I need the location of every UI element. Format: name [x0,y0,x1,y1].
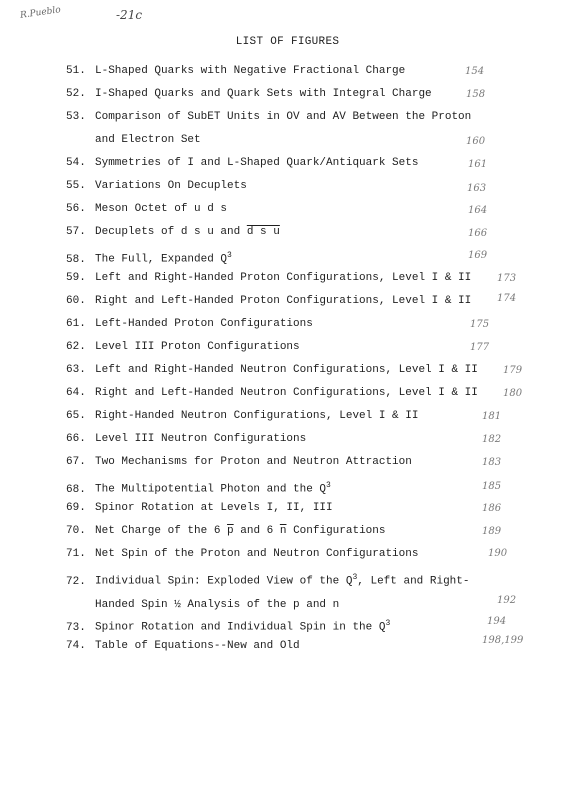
figure-title-end: , Left and Right- [357,575,470,588]
figure-title: Two Mechanisms for Proton and Neutron Attraction [95,456,412,468]
figure-entry-60 [66,290,496,313]
antineutron-symbol: $\overline{n}$ [279,525,287,537]
figure-title: Net Spin of the Proton and Neutron Configurations [95,548,419,560]
figure-title: Right-Handed Neutron Configurations, Level I & II [95,410,419,422]
figure-entry-54 [66,152,496,175]
figure-title: Decuplets of d s u and [95,226,247,238]
antiquark-symbols: d s u [246,226,280,238]
figure-entry-63 [66,359,496,382]
handwritten-corner-number: -21c [116,8,143,22]
figure-entry-65 [66,405,496,428]
figure-number: 71. [66,548,86,560]
figure-title: Comparison of SubET Units in OV and AV Between the Proton [95,111,472,123]
figure-number: 72. [66,575,86,588]
figure-title: Net Charge of the 6 [95,525,228,537]
page-number-74: 198,199 [482,635,524,646]
figure-entry-71 [66,543,496,566]
page-number-55: 163 [467,183,487,194]
figure-number: 59. [66,272,86,284]
figure-number: 60. [66,295,86,307]
superscript: 3 [352,573,358,582]
page-number-63: 179 [503,365,523,376]
figure-title-continued: Handed Spin ½ Analysis of the p and n [95,598,340,611]
page-number-60: 174 [497,293,517,304]
figure-entry-67 [66,451,496,474]
figure-entry-72 [66,566,496,617]
figure-number: 67. [66,456,86,468]
figure-title: L-Shaped Quarks with Negative Fractional Charge [95,65,406,77]
figure-title: Level III Proton Configurations [95,341,300,353]
page-number-70: 189 [482,526,502,537]
figure-title: The Full, Expanded Q [95,253,228,266]
figure-number: 68. [66,483,86,496]
figure-entry-51 [66,60,496,83]
figure-title: Left and Right-Handed Proton Configurations, Level I & II [95,272,472,284]
figure-entry-62 [66,336,496,359]
figure-title: Left-Handed Proton Configurations [95,318,313,330]
figure-title: Spinor Rotation and Individual Spin in the Q [95,621,386,634]
figure-entry-57 [66,221,496,244]
figure-title-continued: and Electron Set [95,134,201,146]
page-number-62: 177 [470,342,490,353]
page-number-51: 154 [465,66,485,77]
page-number-54: 161 [468,159,488,170]
figure-number: 55. [66,180,86,192]
figure-number: 57. [66,226,86,238]
page-number-59: 173 [497,273,517,284]
figure-number: 58. [66,253,86,266]
page-number-69: 186 [482,503,502,514]
figure-title: Symmetries of I and L-Shaped Quark/Antiquark Sets [95,157,419,169]
page-number-66: 182 [482,434,502,445]
figure-entry-53 [66,106,496,152]
page-number-71: 190 [488,548,508,559]
figure-number: 56. [66,203,86,215]
figure-title: Individual Spin: Exploded View of the Q [95,575,353,588]
figure-number: 54. [66,157,86,169]
figure-number: 65. [66,410,86,422]
figure-number: 62. [66,341,86,353]
figure-number: 53. [66,111,86,123]
figure-title: Variations On Decuplets [95,180,247,192]
figure-title: Right and Left-Handed Proton Configurations, Level I & II [95,295,472,307]
antiproton-symbol: $\overline{p}$ [227,525,234,537]
page-number-53: 160 [466,136,486,147]
figure-entry-66 [66,428,496,451]
figure-title: Level III Neutron Configurations [95,433,307,445]
figure-title: Meson Octet of u d s [95,203,228,215]
page-title: LIST OF FIGURES [235,36,340,48]
figure-entry-56 [66,198,496,221]
superscript: 3 [385,619,391,628]
figure-entry-64 [66,382,496,405]
page-number-64: 180 [503,388,523,399]
figure-number: 73. [66,621,86,634]
page-number-57: 166 [468,228,488,239]
page-number-56: 164 [468,205,488,216]
superscript: 3 [326,481,331,490]
figure-title: The Multipotential Photon and the Q [95,483,327,496]
page-number-61: 175 [470,319,490,330]
page-number-65: 181 [482,411,502,422]
page-number-73: 194 [487,616,507,627]
figure-title: Left and Right-Handed Neutron Configurations, Level I & II [95,364,478,376]
figure-title: Spinor Rotation at Levels I, II, III [95,502,333,514]
figure-number: 51. [66,65,86,77]
superscript: 3 [227,251,232,260]
figure-number: 63. [66,364,86,376]
figure-title-end: Configurations [286,525,386,537]
handwritten-corner-note: R.Pueblo [19,5,62,21]
figure-number: 66. [66,433,86,445]
figure-entry-59 [66,267,496,290]
page-number-58: 169 [468,250,488,261]
figure-entry-69 [66,497,496,520]
figure-title: I-Shaped Quarks and Quark Sets with Integral Charge [95,88,432,100]
page-number-68: 185 [482,481,502,492]
figure-title: Table of Equations--New and Old [95,640,300,652]
page-number-52: 158 [466,89,486,100]
figure-number: 52. [66,88,86,100]
figure-number: 74. [66,640,86,652]
figure-number: 61. [66,318,86,330]
page-number-72: 192 [497,595,517,606]
figure-entry-70 [66,520,496,543]
figure-number: 64. [66,387,86,399]
figure-number: 70. [66,525,86,537]
figure-entry-55 [66,175,496,198]
figure-entry-52 [66,83,496,106]
figure-title-middle: and 6 [233,525,280,537]
figure-title: Right and Left-Handed Neutron Configurations, Level I & II [95,387,478,399]
figure-entry-74 [66,635,496,658]
page-number-67: 183 [482,457,502,468]
figure-entry-61 [66,313,496,336]
figure-number: 69. [66,502,86,514]
